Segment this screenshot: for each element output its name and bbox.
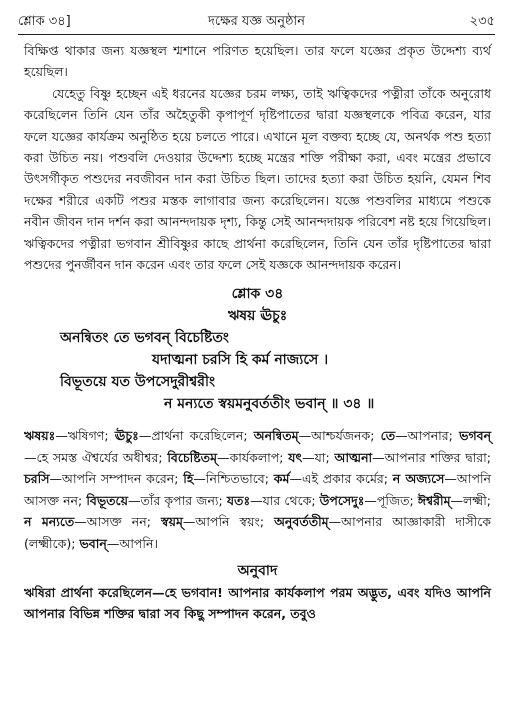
synonym-meaning: আসক্ত নন <box>86 514 147 530</box>
page-body <box>24 40 491 625</box>
header-chapter-title: দক্ষের যজ্ঞ অনুষ্ঠান <box>208 14 305 29</box>
synonym-meaning: আপনার শক্তির দ্বারা <box>384 449 487 465</box>
synonym-meaning: আপনার <box>407 428 449 444</box>
synonym-word: বিচেষ্টিতম্ <box>167 449 218 465</box>
synonym-meaning: লক্ষ্মী <box>463 492 487 508</box>
synonym-meaning: আশ্চর্যজনক <box>311 428 371 444</box>
synonym-meaning: আপনি <box>119 535 154 551</box>
synonym-word: যৎ <box>288 449 303 465</box>
verse-line: অনন্বিতং তে ভগবন্ বিচেষ্টিতং <box>60 330 229 347</box>
synonym-word: ন মন্যতে <box>24 514 75 530</box>
translation-title: অনুবাদ <box>237 562 278 579</box>
synonym-word: ঈশ্বরীম্ <box>417 492 451 508</box>
synonym-word: আত্মনা <box>334 449 373 465</box>
synonym-meaning: যার থেকে <box>262 492 312 508</box>
synonym-meaning: আপনার আজ্ঞাকারী দাসীকে (লক্ষ্মীকে) <box>24 514 491 551</box>
header-page-number: ২৩৫ <box>469 14 495 29</box>
synonym-word: ভগবন্ <box>459 428 492 444</box>
verse-line: ন মন্যতে স্বয়মনুবর্ততীং ভবান্ ॥ ৩৪ ॥ <box>164 396 375 413</box>
purport-paragraph-1: বিক্ষিপ্ত থাকার জন্য যজ্ঞস্থল শ্মশানে পরিণত হয়েছিল। তার ফলে যজ্ঞের প্রকৃত উদ্দেশ্য ব্যর্থ হয়েছিল। <box>24 43 491 80</box>
synonym-meaning: কার্যকলাপ <box>229 449 280 465</box>
synonyms-block: ঋষয়ঃ—ঋষিগণ; ঊচুঃ—প্রার্থনা করেছিলেন; অনন্বিতম্—আশ্চর্যজনক; তে—আপনার; ভগবন্—হে সমস্ত ঐশ্বর্যের অধীশ্বর; বিচেষ্টিতম্—কার্যকলাপ; যৎ—যা; আত্মনা—আপনার শক্তির দ্বারা; চরসি—আপনি সম্পাদন করেন; হি—নিশ্চিতভাবে; কর্ম—এই প্রকার কর্মের; ন অজ্যসে—আপনি আসক্ত নন; বিভূতয়ে—তাঁর কৃপার জন্য; যতঃ—যার থেকে; উপসেদুঃ—পূজিত; ঈশ্বরীম্—লক্ষ্মী; ন মন্যতে—আসক্ত নন; স্বয়ম্—আপনি স্বয়ং; অনুবর্ততীম্—আপনার আজ্ঞাকারী দাসীকে (লক্ষ্মীকে); ভবান্—আপনি। <box>24 428 492 551</box>
synonym-word: কর্ম <box>273 471 290 487</box>
verse-line: বিভূতয়ে যত উপসেদুরীশ্বরীং <box>60 374 215 391</box>
synonym-word: চরসি <box>24 471 50 487</box>
header-rule <box>18 34 495 35</box>
synonym-meaning: এই প্রকার কর্মের <box>301 471 384 487</box>
synonym-meaning: আপনি স্বয়ং <box>195 514 260 530</box>
synonym-word: ঊচুঃ <box>114 428 139 444</box>
running-header <box>18 12 495 34</box>
synonym-meaning: নিশ্চিতভাবে <box>205 471 265 487</box>
synonym-word: স্বয়ম্ <box>160 514 183 530</box>
synonym-word: তে <box>380 428 396 444</box>
synonym-word: অনুবর্ততীম্ <box>274 514 329 530</box>
synonym-meaning: আপনি সম্পাদন করেন <box>61 471 175 487</box>
verse-block <box>24 305 491 415</box>
synonym-word: ন অজ্যসে <box>392 471 445 487</box>
synonym-word: উপসেদুঃ <box>319 492 365 508</box>
synonym-meaning: তাঁর কৃপার জন্য <box>140 492 219 508</box>
synonym-word: বিভূতয়ে <box>86 492 128 508</box>
synonym-meaning: যা <box>314 449 326 465</box>
synonym-word: যতঃ <box>226 492 251 508</box>
shloka-title: শ্লোক ৩৪ <box>231 286 284 303</box>
synonym-meaning: প্রার্থনা করেছিলেন <box>151 428 244 444</box>
purport-paragraph-2: যেহেতু বিষ্ণু হচ্ছেন এই ধরনের যজ্ঞের চরম লক্ষ্য, তাই ঋত্বিকদের পত্নীরা তাঁকে অনুরোধ করেছিলেন তিনি যেন তাঁর অহৈতুকী কৃপাপূর্ণ দৃষ্টিপাতের দ্বারা যজ্ঞস্থলকে পবিত্র করেন, যার ফলে যজ্ঞের কার্যক্রম অনুষ্ঠিত হয়ে চলতে পারে। এখানে মূল বক্তব্য হচ্ছে যে, অনর্থক পশু হত্যা করা উচিত নয়। পশুবলি দেওয়ার উদ্দেশ্য হচ্ছে মন্ত্রের শক্তি পরীক্ষা করা, এবং মন্ত্রের প্রভাবে উৎসর্গীকৃত পশুদের নবজীবন দান করা উচিত ছিল। তাদের হত্যা করা উচিত হয়নি, যেমন শিব দক্ষের শরীরে একটি পশুর মস্তক লাগাবার জন্য করেছিলেন। যজ্ঞে পশুবলির মাধ্যমে পশুকে নবীন জীবন দান দর্শন করা আনন্দদায়ক দৃশ্য, কিন্তু সেই আনন্দদায়ক পরিবেশ নষ্ট হয়ে গিয়েছিল। ঋত্বিকদের পত্নীরা ভগবান শ্রীবিষ্ণুর কাছে প্রার্থনা করেছিলেন, তিনি যেন তাঁর দৃষ্টিপাতের দ্বারা পশুদের পুনর্জীবন দান করেন এবং তার ফলে সেই যজ্ঞকে আনন্দদায়ক করেন। <box>24 85 491 273</box>
synonym-meaning: হে সমস্ত ঐশ্বর্যের অধীশ্বর <box>36 449 159 465</box>
header-verse-ref: শ্লোক ৩৪] <box>18 14 71 29</box>
synonym-word: অনন্বিতম্ <box>253 428 299 444</box>
verse-line: যদাত্মনা চরসি হি কর্ম নাজ্যসে । <box>152 352 329 369</box>
verse-line: ঋষয় ঊচুঃ <box>227 308 288 325</box>
synonym-word: হি <box>183 471 194 487</box>
translation-text: ঋষিরা প্রার্থনা করেছিলেন—হে ভগবান! আপনার কার্যকলাপ পরম অদ্ভুত, এবং যদিও আপনি আপনার বিভিন্ন শক্তির দ্বারা সব কিছু সম্পাদন করেন, তবুও <box>24 584 491 622</box>
synonym-meaning: পূজিত <box>376 492 410 508</box>
synonym-word: ভবান্ <box>79 535 107 551</box>
synonym-meaning: ঋষিগণ <box>67 428 105 444</box>
synonym-meaning: আপনি আসক্ত নন <box>24 471 491 508</box>
synonym-word: ঋষয়ঃ <box>24 428 56 444</box>
